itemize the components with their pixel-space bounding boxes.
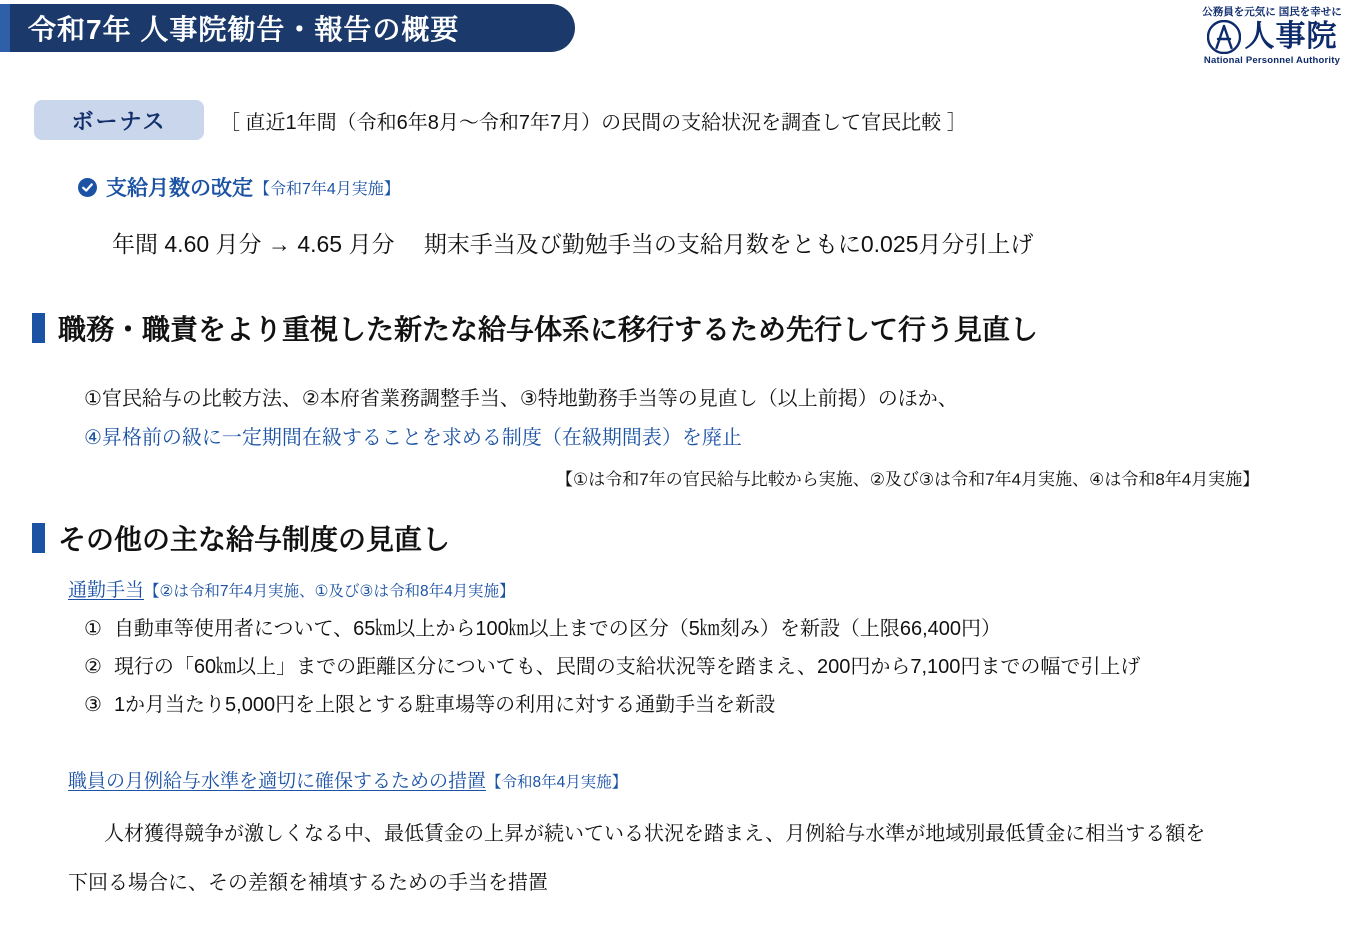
check-circle-icon <box>78 178 97 197</box>
organization-logo <box>1192 4 1352 66</box>
list-item-text: 現行の「60㎞以上」までの距離区分についても、民間の支給状況等を踏まえ、200円から7,100円までの幅で引上げ <box>113 656 1141 678</box>
subsection-effective-date: 【令和8年4月実施】 <box>486 774 628 791</box>
logo-name: 人事院 <box>1244 20 1338 53</box>
list-item <box>84 688 775 717</box>
subsection-paragraph-line-2: 下回る場合に、その差額を補填するための手当を措置 <box>68 872 548 894</box>
bonus-survey-note: ［ 直近1年間（令和6年8月～令和7年7月）の民間の支給状況を調査して官民比較 ］ <box>220 111 967 134</box>
section-heading-other-revisions <box>32 518 450 558</box>
logo-english-name: National Personnel Authority <box>1203 55 1341 66</box>
subsection-title: 職員の月例給与水準を適切に確保するための措置 <box>68 771 487 792</box>
page-title: 令和7年 人事院勧告・報告の概要 <box>28 14 460 45</box>
subsection-commuting-allowance <box>68 575 515 602</box>
section1-line-1: ①官民給与の比較方法、②本府省業務調整手当、③特地勤務手当等の見直し（以上前掲）のほか、 <box>84 388 958 410</box>
subsection-title: 通勤手当 <box>68 580 145 601</box>
bonus-months-detail: 年間 4.60 月分 → 4.65 月分 期末手当及び勤勉手当の支給月数をともに0.025月分引上げ <box>112 231 1034 257</box>
section-marker <box>32 313 45 343</box>
subsection-salary-level-measures <box>68 766 627 793</box>
bonus-revision-row <box>78 172 400 202</box>
section-heading-text: 職務・職責をより重視した新たな給与体系に移行するため先行して行う見直し <box>58 314 1039 345</box>
bonus-revision-label: 支給月数の改定 <box>106 177 253 200</box>
section-heading-new-salary-system <box>32 308 1038 348</box>
list-item-text: 自動車等使用者について、65㎞以上から100㎞以上までの区分（5㎞刻み）を新設（上限66,400円） <box>113 618 1002 640</box>
subsection-paragraph-line-1: 人材獲得競争が激しくなる中、最低賃金の上昇が続いている状況を踏まえ、月例給与水準が地域別最低賃金に相当する額を <box>84 823 1206 845</box>
bonus-section-header <box>34 100 967 140</box>
bonus-badge: ボーナス <box>34 100 204 140</box>
subsection-effective-date: 【②は令和7年4月実施、①及び③は令和8年4月実施】 <box>144 583 515 600</box>
page-header-bar <box>0 4 575 52</box>
list-item <box>84 650 1140 679</box>
personnel-authority-emblem-icon <box>1207 20 1241 54</box>
logo-tagline: 公務員を元気に 国民を幸せに <box>1202 6 1342 18</box>
list-item-text: 1か月当たり5,000円を上限とする駐車場等の利用に対する通勤手当を新設 <box>113 694 776 716</box>
list-item-index: ② <box>84 656 102 678</box>
section1-line-2: ④昇格前の級に一定期間在級することを求める制度（在級期間表）を廃止 <box>84 427 742 449</box>
section-marker <box>32 523 45 553</box>
section-heading-text: その他の主な給与制度の見直し <box>58 524 451 555</box>
list-item-index: ③ <box>84 694 102 716</box>
list-item <box>84 612 1001 641</box>
header-accent-stripe <box>0 4 10 52</box>
section1-footnote: 【①は令和7年の官民給与比較から実施、②及び③は令和7年4月実施、④は令和8年4月実施】 <box>556 470 1260 489</box>
list-item-index: ① <box>84 618 102 640</box>
bonus-revision-effective-date: 【令和7年4月実施】 <box>254 180 400 198</box>
